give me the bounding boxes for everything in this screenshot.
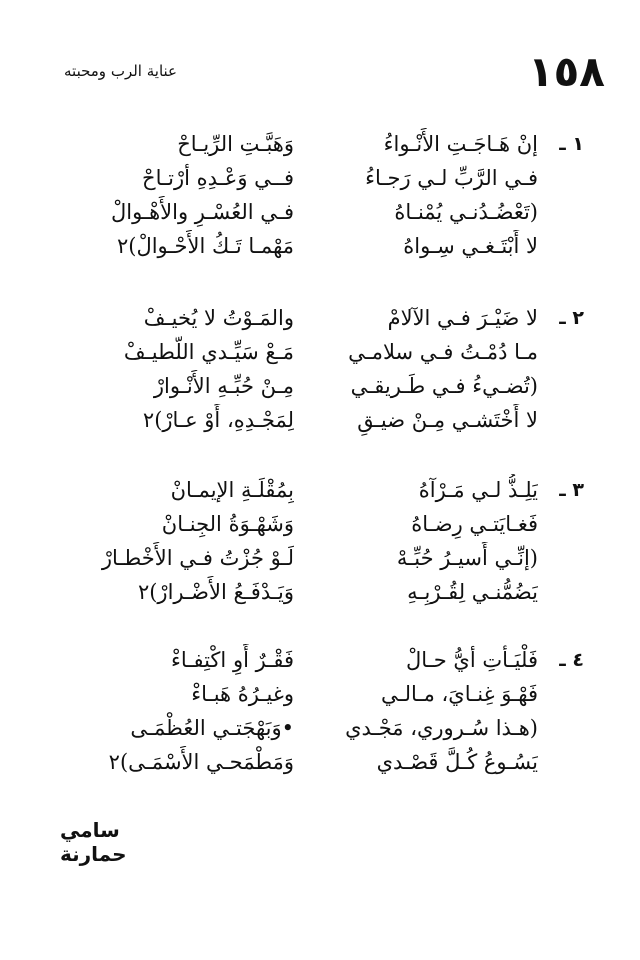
verse-line — [0, 542, 640, 574]
verse-line — [0, 644, 640, 676]
verse-first-hemistich: لا ضَيْـرَ فـي الآلامْ — [387, 306, 538, 330]
verse-second-hemistich: مِـنْ حُبِّـهِ الأَنْـوارْ — [153, 374, 294, 398]
stanza-number: ٤ ـ — [559, 649, 584, 671]
verse-second-hemistich: فَقْـرٌ أَوِ اكْتِفـاءْ — [171, 648, 294, 672]
author-name: سامي حمارنة — [60, 818, 127, 866]
verse-first-hemistich: يَلِـذُّ لـي مَـرْآهُ — [418, 478, 538, 502]
verse-second-hemistich: وَيَـدْفَـعُ الأَضْـرارْ)٢ — [137, 580, 294, 604]
verse-second-hemistich: وَهَبَّـتِ الرِّيـاحْ — [177, 132, 294, 156]
verse-first-hemistich: فَهْـوَ غِنـايَ، مـالـي — [380, 682, 538, 706]
verse-line — [0, 230, 640, 262]
verse-first-hemistich: (تُضـيءُ فـي طَـريقـي — [350, 374, 538, 398]
stanza-number: ١ ـ — [559, 133, 584, 155]
verse-second-hemistich: والمَـوْتُ لا يُخيـفْ — [143, 306, 294, 330]
verse-line — [0, 508, 640, 540]
verse-second-hemistich: وَشَهْـوَةُ الجِنـانْ — [161, 512, 294, 536]
verse-second-hemistich: فــي وَعْـدِهِ أرْتـاحْ — [142, 166, 294, 190]
verse-line — [0, 746, 640, 778]
verse-second-hemistich: •وَبَهْجَتـي العُظْمَـى — [130, 716, 294, 740]
verse-second-hemistich: بِمُقْلَـةِ الإيمـانْ — [170, 478, 294, 502]
running-title: عناية الرب ومحبته — [64, 62, 177, 80]
verse-second-hemistich: فـي العُسْـرِ والأَهْـوالْ — [110, 200, 294, 224]
verse-line — [0, 196, 640, 228]
verse-first-hemistich: فَلْيَـأْتِ أيُّ حـالْ — [405, 648, 538, 672]
verse-second-hemistich: لِمَجْـدِهِ، أَوْ عـارْ)٢ — [142, 408, 294, 432]
verse-first-hemistich: يَسُـوعُ كُـلَّ قَصْـدي — [376, 750, 538, 774]
verse-first-hemistich: إنْ هَـاجَـتِ الأَنْـواءُ — [383, 132, 538, 156]
verse-second-hemistich: مَـعْ سَيِّـدي اللَّطيـفْ — [123, 340, 294, 364]
stanza-number: ٢ ـ — [559, 307, 584, 329]
verse-first-hemistich: لا أَخْتَشـي مِـنْ ضيـقِ — [357, 408, 538, 432]
verse-first-hemistich: (إنِّـي أَسيـرُ حُبِّـهْ — [396, 546, 538, 570]
verse-first-hemistich: مـا دُمْـتُ فـي سلامـي — [348, 340, 538, 364]
verse-line — [0, 576, 640, 608]
verse-second-hemistich: لَـوْ جُزْتُ فـي الأَخْطـارْ — [101, 546, 294, 570]
verse-line — [0, 474, 640, 506]
verse-second-hemistich: وغيـرُهُ هَبـاءْ — [191, 682, 294, 706]
verse-first-hemistich: (هـذا سُـروري، مَجْـدي — [345, 716, 538, 740]
verse-line — [0, 302, 640, 334]
stanza-number: ٣ ـ — [559, 479, 584, 501]
verse-first-hemistich: لا أَبْتَـغـي سِـواهُ — [403, 234, 538, 258]
verse-first-hemistich: (تَعْضُـدُنـي يُمْنـاهُ — [394, 200, 538, 224]
verse-line — [0, 712, 640, 744]
verse-line — [0, 162, 640, 194]
page-number: ١٥٨ — [528, 47, 605, 96]
verse-first-hemistich: فـي الرَّبِّ لـي رَجـاءُ — [365, 166, 538, 190]
verse-line — [0, 678, 640, 710]
verse-line — [0, 404, 640, 436]
verse-first-hemistich: يَضُمُّنـي لِقُـرْبِـهِ — [407, 580, 538, 604]
verse-line — [0, 128, 640, 160]
verse-line — [0, 336, 640, 368]
verse-first-hemistich: فَغـايَتـي رِضـاهُ — [411, 512, 538, 536]
verse-second-hemistich: وَمَطْمَحـي الأَسْمَـى)٢ — [108, 750, 294, 774]
verse-second-hemistich: مَهْمـا تَـكُ الأَحْـوالْ)٢ — [116, 234, 294, 258]
verse-line — [0, 370, 640, 402]
